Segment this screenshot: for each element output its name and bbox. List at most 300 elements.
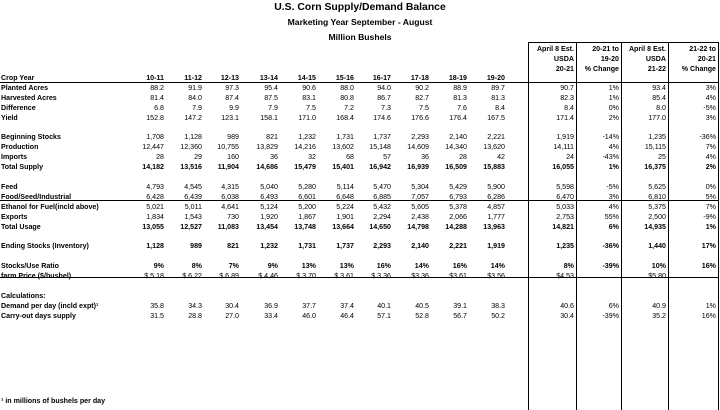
year-value-cell: 2,293 <box>411 133 429 141</box>
year-value-cell: 5,432 <box>373 203 391 211</box>
year-value-cell: 4,315 <box>221 183 239 191</box>
est-2122-cell: 1,440 <box>648 242 666 250</box>
row-label: Imports <box>1 153 28 161</box>
est-2122-cell: 177.0 <box>648 114 666 122</box>
row-label: Feed <box>1 183 18 191</box>
pct-change-2-cell: 7% <box>705 143 716 151</box>
table-row <box>0 103 720 113</box>
year-value-cell: 13% <box>339 262 354 270</box>
year-value-cell: 7.9 <box>192 104 202 112</box>
est-2122-cell: 5,625 <box>648 183 666 191</box>
year-value-cell: 31.5 <box>150 312 164 320</box>
year-value-cell: 16,509 <box>445 163 467 171</box>
year-value-cell <box>476 291 505 301</box>
year-value-cell: 82.7 <box>415 94 429 102</box>
year-value-cell: 36.9 <box>264 302 278 310</box>
year-value-cell <box>400 291 429 301</box>
year-value-cell: $ 6.22 <box>182 272 202 280</box>
pct-change-2-cell: -9% <box>703 213 716 221</box>
year-value-cell: 68 <box>346 153 354 161</box>
table-row <box>0 132 720 142</box>
year-value-cell: 15,479 <box>294 163 316 171</box>
year-value-cell: 15,883 <box>483 163 505 171</box>
year-value-cell: 2,293 <box>373 242 391 250</box>
year-header: 19-20 <box>486 74 505 82</box>
est-2122-cell: 10% <box>651 262 666 270</box>
year-value-cell: 6,793 <box>449 193 467 201</box>
pct-change-1-cell: -36% <box>602 242 619 250</box>
year-value-cell: 4,641 <box>221 203 239 211</box>
est-2021-cell: 8.4 <box>564 104 574 112</box>
year-value-cell: 5,011 <box>184 203 202 211</box>
year-value-cell: 1,731 <box>336 133 354 141</box>
pct-change-2-cell: 0% <box>705 183 716 191</box>
row-label: Yield <box>1 114 18 122</box>
year-value-cell: 1,901 <box>336 213 354 221</box>
year-value-cell: 11,904 <box>217 163 239 171</box>
est-2122-cell: 5,375 <box>648 203 666 211</box>
pct-change-1-cell <box>577 271 619 281</box>
year-value-cell: 6,885 <box>373 193 391 201</box>
year-value-cell: $ 4.46 <box>258 272 278 280</box>
year-value-cell: 1,232 <box>298 133 316 141</box>
year-value-cell: 13,055 <box>142 223 164 231</box>
year-value-cell: 13,454 <box>256 223 278 231</box>
year-value-cell: 13,620 <box>483 143 505 151</box>
year-header: 13-14 <box>259 74 278 82</box>
pct-change-1-cell: -14% <box>602 133 619 141</box>
year-value-cell: 1,128 <box>146 242 164 250</box>
table-row <box>0 83 720 93</box>
year-value-cell: 6,439 <box>184 193 202 201</box>
year-value-cell: 40.1 <box>377 302 391 310</box>
pct-change-1-header <box>577 44 619 74</box>
year-value-cell: $ 5.18 <box>144 272 164 280</box>
year-value-cell: 81.3 <box>453 94 467 102</box>
pct-change-2-cell: 5% <box>705 193 716 201</box>
year-value-cell: 160 <box>227 153 239 161</box>
est-2122-cell: 85.4 <box>652 94 666 102</box>
year-value-cell: 84.0 <box>188 94 202 102</box>
table-row <box>0 222 720 232</box>
row-label: Exports <box>1 213 28 221</box>
year-value-cell: 171.0 <box>298 114 316 122</box>
year-value-cell: 46.0 <box>302 312 316 320</box>
table-row <box>0 192 720 202</box>
year-value-cell: 27.0 <box>225 312 239 320</box>
year-header: 15-16 <box>335 74 354 82</box>
pct-change-2-cell: 7% <box>705 203 716 211</box>
year-header: 10-11 <box>146 74 164 82</box>
pct-change-2-cell: 1% <box>705 302 716 310</box>
pct-change-1-cell: 4% <box>608 143 619 151</box>
year-value-cell: 29 <box>194 153 202 161</box>
year-value-cell: 7,057 <box>411 193 429 201</box>
pct-change-1-cell: 55% <box>604 213 619 221</box>
pct-change-2-header <box>669 44 716 74</box>
year-value-cell: 14,216 <box>294 143 316 151</box>
year-value-cell: $ 6.89 <box>219 272 239 280</box>
year-value-cell: 14,686 <box>256 163 278 171</box>
row-label: Ending Stocks (Inventory) <box>1 242 89 250</box>
est-2021-cell: 5,598 <box>556 183 574 191</box>
est-2122-cell: 6,810 <box>648 193 666 201</box>
year-value-cell <box>438 291 467 301</box>
year-value-cell: 1,737 <box>373 133 391 141</box>
year-value-cell: 90.2 <box>415 84 429 92</box>
year-value-cell: 50.2 <box>491 312 505 320</box>
year-value-cell: 40.5 <box>415 302 429 310</box>
year-value-cell: 2,221 <box>487 133 505 141</box>
year-value-cell: 16,942 <box>369 163 391 171</box>
est-2122-cell: 14,935 <box>644 223 666 231</box>
year-header: 14-15 <box>297 74 316 82</box>
year-value-cell: 34.3 <box>188 302 202 310</box>
year-value-cell: 147.2 <box>184 114 202 122</box>
pct-change-1-cell: 1% <box>608 94 619 102</box>
est-2122-cell: 16,375 <box>644 163 666 171</box>
pct-change-2-cell <box>669 271 716 281</box>
row-label: Total Usage <box>1 223 41 231</box>
est-2021-cell: 6,470 <box>556 193 574 201</box>
year-value-cell: 2,438 <box>411 213 429 221</box>
year-value-cell: 6,493 <box>260 193 278 201</box>
year-value-cell: 14,798 <box>407 223 429 231</box>
year-value-cell: 30.4 <box>225 302 239 310</box>
year-value-cell: 1,731 <box>298 242 316 250</box>
year-value-cell: 88.0 <box>340 84 354 92</box>
pct-change-1-cell: 1% <box>608 163 619 171</box>
table-title: U.S. Corn Supply/Demand Balance <box>274 2 446 13</box>
pct-change-1-cell: 2% <box>608 114 619 122</box>
est-2122-cell: 2,500 <box>648 213 666 221</box>
year-value-cell: 6,038 <box>221 193 239 201</box>
est-2122-cell: $5.80 <box>648 272 666 280</box>
year-value-cell: 16,939 <box>407 163 429 171</box>
year-value-cell: 5,605 <box>411 203 429 211</box>
row-label: Carry-out days supply <box>1 312 76 320</box>
row-label: Demand per day (incld expt)¹ <box>1 302 99 310</box>
year-value-cell: 42 <box>497 153 505 161</box>
table-subtitle: Marketing Year September - August <box>287 17 433 27</box>
table-row <box>0 142 720 152</box>
table-row <box>0 212 720 222</box>
year-header: 16-17 <box>372 74 391 82</box>
year-value-cell <box>210 291 239 301</box>
year-value-cell: 33.4 <box>264 312 278 320</box>
est-2122-cell <box>622 291 666 301</box>
est-2021-cell <box>529 291 574 301</box>
row-label: Production <box>1 143 39 151</box>
year-value-cell: 16% <box>376 262 391 270</box>
year-value-cell: 9.9 <box>229 104 239 112</box>
header-line: April 8 Est. <box>536 45 574 53</box>
year-value-cell <box>249 291 278 301</box>
year-value-cell: 9% <box>153 262 164 270</box>
row-label: Ethanol for Fuel(incld above) <box>1 203 99 211</box>
year-value-cell: 13,602 <box>332 143 354 151</box>
year-value-cell: 5,200 <box>298 203 316 211</box>
year-value-cell: 5,900 <box>487 183 505 191</box>
year-value-cell: 13,963 <box>483 223 505 231</box>
year-value-cell: 2,221 <box>449 242 467 250</box>
year-value-cell: 158.1 <box>260 114 278 122</box>
table-row <box>0 152 720 162</box>
header-line: April 8 Est. <box>628 45 666 53</box>
row-label: Food/Seed/Industrial <box>1 193 72 201</box>
est-2021-cell: 1,235 <box>556 242 574 250</box>
table-row <box>0 162 720 172</box>
est-2122-cell: 8.0 <box>656 104 666 112</box>
year-value-cell: 86.7 <box>377 94 391 102</box>
year-value-cell: 1,543 <box>184 213 202 221</box>
year-value-cell <box>325 291 354 301</box>
year-value-cell: 1,867 <box>298 213 316 221</box>
table-row <box>0 113 720 123</box>
header-line: 21-22 <box>647 65 666 73</box>
year-value-cell: 8.4 <box>495 104 505 112</box>
year-value-cell: 88.2 <box>150 84 164 92</box>
pct-change-2-cell: 16% <box>701 262 716 270</box>
year-value-cell: 1,737 <box>336 242 354 250</box>
pct-change-1-cell: 4% <box>608 203 619 211</box>
pct-change-1-cell <box>577 291 619 301</box>
pct-change-1-cell: -43% <box>602 153 619 161</box>
year-value-cell: 11,083 <box>217 223 239 231</box>
est-2021-cell: 24 <box>566 153 574 161</box>
pct-change-1-cell: -39% <box>602 262 619 270</box>
year-value-cell: 94.0 <box>377 84 391 92</box>
est-2021-header <box>529 44 574 74</box>
crop-year-label: Crop Year <box>1 74 35 82</box>
footnote: ¹ in millions of bushels per day <box>1 397 106 405</box>
year-value-cell: 2,066 <box>449 213 467 221</box>
year-value-cell: 13,829 <box>256 143 278 151</box>
year-value-cell: $3.36 <box>411 272 429 280</box>
table-row <box>0 182 720 192</box>
year-value-cell: 95.4 <box>264 84 278 92</box>
crop-year-header-row <box>0 73 720 83</box>
year-value-cell: 87.5 <box>264 94 278 102</box>
year-value-cell: 10,755 <box>217 143 239 151</box>
year-value-cell: 2,294 <box>373 213 391 221</box>
year-value-cell: 5,124 <box>260 203 278 211</box>
year-value-cell: 89.7 <box>491 84 505 92</box>
header-line: 20-21 to <box>592 45 619 53</box>
year-value-cell: 38.3 <box>491 302 505 310</box>
table-row <box>0 271 720 281</box>
year-value-cell: 39.1 <box>453 302 467 310</box>
year-value-cell: 821 <box>227 242 239 250</box>
year-value-cell: $3.56 <box>487 272 505 280</box>
year-value-cell: 7.9 <box>268 104 278 112</box>
pct-change-2-cell: 16% <box>701 312 716 320</box>
est-2021-cell: 14,821 <box>552 223 574 231</box>
year-value-cell: 1,919 <box>487 242 505 250</box>
year-value-cell: 7.3 <box>381 104 391 112</box>
est-2021-cell: 8% <box>563 262 574 270</box>
est-2021-cell: 90.7 <box>560 84 574 92</box>
row-label: Harvested Acres <box>1 94 57 102</box>
pct-change-2-cell: 1% <box>705 223 716 231</box>
header-line: USDA <box>645 55 666 63</box>
year-value-cell: $ 3.70 <box>296 272 316 280</box>
est-2021-cell: 30.4 <box>560 312 574 320</box>
year-value-cell: 15,401 <box>332 163 354 171</box>
year-value-cell: 28 <box>156 153 164 161</box>
year-value-cell: 14,182 <box>142 163 164 171</box>
year-value-cell: 57.1 <box>377 312 391 320</box>
year-value-cell: 87.4 <box>225 94 239 102</box>
est-2122-cell: 35.2 <box>652 312 666 320</box>
year-value-cell: 83.1 <box>302 94 316 102</box>
year-value-cell: 13,516 <box>180 163 202 171</box>
table-row <box>0 93 720 103</box>
year-header: 17-18 <box>410 74 429 82</box>
year-value-cell: 8% <box>191 262 202 270</box>
year-value-cell: 14,650 <box>369 223 391 231</box>
pct-change-2-cell: -5% <box>703 104 716 112</box>
row-label: Total Supply <box>1 163 44 171</box>
year-value-cell: 1,128 <box>184 133 202 141</box>
header-rule-top <box>528 42 719 43</box>
table-row <box>0 261 720 271</box>
year-value-cell: 5,470 <box>373 183 391 191</box>
year-value-cell: 2,140 <box>411 242 429 250</box>
est-2122-cell: 40.9 <box>652 302 666 310</box>
year-value-cell: 1,232 <box>260 242 278 250</box>
year-value-cell: 989 <box>190 242 202 250</box>
year-value-cell: 15,148 <box>369 143 391 151</box>
year-value-cell: 52.8 <box>415 312 429 320</box>
year-value-cell <box>287 291 316 301</box>
est-2021-cell: 2,753 <box>556 213 574 221</box>
year-value-cell: 821 <box>266 133 278 141</box>
est-2021-cell: 16,055 <box>552 163 574 171</box>
year-value-cell: 1,777 <box>487 213 505 221</box>
pct-change-2-cell: 2% <box>705 163 716 171</box>
header-line: USDA <box>553 55 574 63</box>
row-label: Beginning Stocks <box>1 133 61 141</box>
row-label: Stocks/Use Ratio <box>1 262 59 270</box>
year-value-cell: 97.3 <box>225 84 239 92</box>
year-value-cell: 5,224 <box>336 203 354 211</box>
table-row <box>0 241 720 251</box>
year-value-cell: 5,378 <box>449 203 467 211</box>
pct-change-2-cell: 4% <box>705 153 716 161</box>
year-value-cell <box>173 291 202 301</box>
year-value-cell: 14% <box>490 262 505 270</box>
header-line: 19-20 <box>600 55 619 63</box>
year-value-cell: 28 <box>459 153 467 161</box>
est-2122-cell: 1,235 <box>648 133 666 141</box>
year-value-cell: 56.7 <box>453 312 467 320</box>
year-value-cell: 5,021 <box>146 203 164 211</box>
est-2021-cell: 82.3 <box>560 94 574 102</box>
year-value-cell: 12,360 <box>180 143 202 151</box>
year-value-cell: 32 <box>308 153 316 161</box>
year-value-cell: 91.9 <box>188 84 202 92</box>
year-value-cell: 176.4 <box>449 114 467 122</box>
pct-change-2-cell: 17% <box>701 242 716 250</box>
year-value-cell: 37.7 <box>302 302 316 310</box>
year-value-cell: 36 <box>270 153 278 161</box>
year-value-cell: 5,280 <box>298 183 316 191</box>
year-value-cell: 36 <box>421 153 429 161</box>
year-value-cell: 5,114 <box>336 183 354 191</box>
pct-change-2-cell: -36% <box>699 133 716 141</box>
year-value-cell: 13,664 <box>332 223 354 231</box>
year-value-cell: 35.8 <box>150 302 164 310</box>
est-2122-cell: 93.4 <box>652 84 666 92</box>
year-value-cell: $3.61 <box>449 272 467 280</box>
year-value-cell: 6.8 <box>154 104 164 112</box>
est-2021-cell: 1,919 <box>556 133 574 141</box>
year-value-cell: 46.4 <box>340 312 354 320</box>
year-value-cell: 28.8 <box>188 312 202 320</box>
pct-change-2-cell <box>669 291 716 301</box>
year-value-cell: 2,140 <box>449 133 467 141</box>
year-value-cell: 88.9 <box>453 84 467 92</box>
year-header: 18-19 <box>448 74 467 82</box>
pct-change-1-cell: 3% <box>608 193 619 201</box>
table-row <box>0 301 720 311</box>
est-2122-cell: 25 <box>658 153 666 161</box>
est-2021-cell: 5,033 <box>556 203 574 211</box>
year-value-cell: 37.4 <box>340 302 354 310</box>
pct-change-1-cell: 6% <box>608 223 619 231</box>
year-value-cell: 168.4 <box>336 114 354 122</box>
year-value-cell: 730 <box>227 213 239 221</box>
year-value-cell: 4,793 <box>146 183 164 191</box>
year-value-cell: 9% <box>267 262 278 270</box>
year-value-cell: 14% <box>414 262 429 270</box>
year-value-cell: 5,429 <box>449 183 467 191</box>
pct-change-1-cell: -5% <box>606 183 619 191</box>
year-value-cell: 7% <box>228 262 239 270</box>
row-label: farm Price ($/bushel) <box>1 272 72 280</box>
year-value-cell: 7.5 <box>419 104 429 112</box>
year-value-cell <box>135 291 164 301</box>
pct-change-1-cell: 6% <box>608 302 619 310</box>
year-value-cell: 6,648 <box>336 193 354 201</box>
year-value-cell: 1,834 <box>146 213 164 221</box>
table-row <box>0 202 720 212</box>
year-header: 11-12 <box>184 74 202 82</box>
year-header: 12-13 <box>220 74 239 82</box>
year-value-cell: 4,857 <box>487 203 505 211</box>
year-value-cell: 16% <box>452 262 467 270</box>
year-value-cell: 989 <box>227 133 239 141</box>
year-value-cell: 174.6 <box>373 114 391 122</box>
header-line: % Change <box>681 65 716 73</box>
year-value-cell: 14,340 <box>445 143 467 151</box>
year-value-cell: 6,428 <box>146 193 164 201</box>
year-value-cell: 4,545 <box>184 183 202 191</box>
year-value-cell: 1,708 <box>146 133 164 141</box>
year-value-cell <box>362 291 391 301</box>
table-row <box>0 311 720 321</box>
year-value-cell: $ 3.36 <box>371 272 391 280</box>
year-value-cell: 152.8 <box>146 114 164 122</box>
year-value-cell: 14,288 <box>445 223 467 231</box>
year-value-cell: 81.3 <box>491 94 505 102</box>
year-value-cell: 167.5 <box>487 114 505 122</box>
year-value-cell: 12,447 <box>142 143 164 151</box>
est-2021-cell: $4.53 <box>556 272 574 280</box>
year-value-cell: 12,527 <box>180 223 202 231</box>
row-label: Difference <box>1 104 36 112</box>
